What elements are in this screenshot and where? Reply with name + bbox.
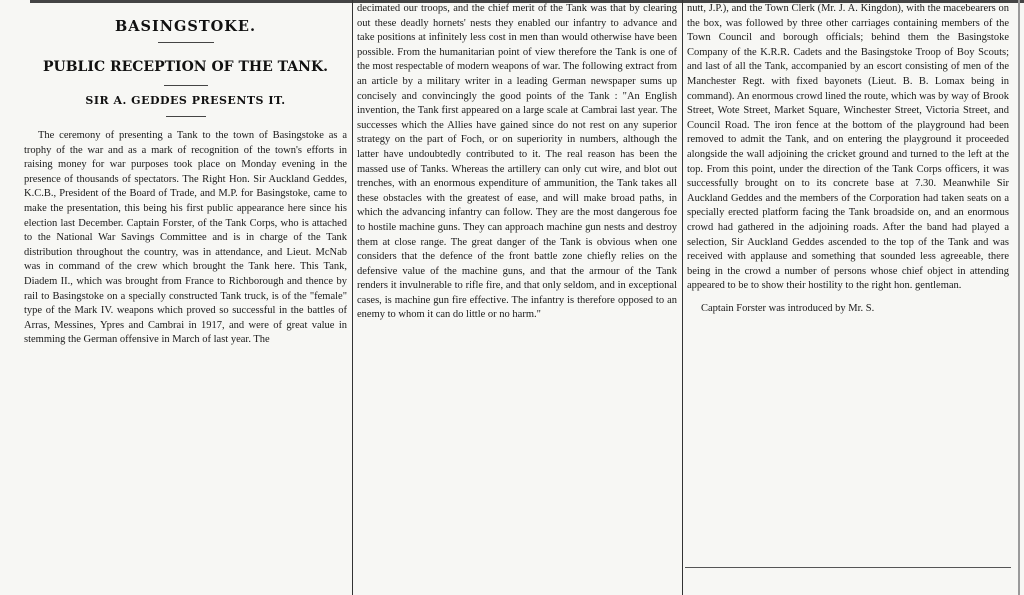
column-1-text: The ceremony of presenting a Tank to the town of Basingstoke as a trophy of the war and as a mark of recognition of the town's efforts in raising money for war purposes took place on Monday evening in the presence of thousands of spectators. The Right Hon. Sir Auckland Geddes, K.C.B., President of the Board of Trade, and M.P. for Basingstoke, came to make the presentation, this being his first public appearance here since his election last December. Captain Forster, of the Tank Corps, who is attached to the National War Savings Committee and is in charge of the Tank distribution throughout the country, was in attendance, and Lieut. McNab was in command of the crew which brought the Tank here. This Tank, Diadem II., which was brought from France to Richborough and thence by rail to Basingstoke on a specially constructed Tank truck, is of the "female" type of the Mark IV. weapons which proved so successful in the battles of Arras, Messines, Ypres and Cambrai in 1917, and were of great value in stemming the German offensive in March of last year. The: [24, 130, 347, 346]
title-rule: [158, 42, 214, 43]
column-1: [22, 0, 349, 595]
column-divider-2: [682, 0, 683, 595]
column-3-rule: [685, 567, 1011, 568]
column-3-text: nutt, J.P.), and the Town Clerk (Mr. J. A. Kingdon), with the macebearers on the box, was followed by three other carriages containing members of the Town Council and borough officials; behind them the Basingstoke Company of the K.R.R. Cadets and the Basingstoke Troop of Boy Scouts; and last of all the Tank, accompanied by an escort consisting of men of the Manchester Regt. with fixed bayonets (Lieut. B. B. Lomax being in command). An enormous crowd lined the route, which was by way of Brook Street, Wote Street, Market Square, Winchester Street, Victoria Street, and Council Road. The iron fence at the bottom of the playground had been removed to admit the Tank, and on entering the playground it proceeded alongside the wall adjoining the cricket ground and turned to the left at the top. From this point, under the direction of the Tank Corps officers, it was successfully brought on to its concrete base at 7.30. Meanwhile Sir Auckland Geddes and the members of the Corporation had taken seats on a specially erected platform facing the Tank broadside on, and an enormous crowd had gathered in the adjoining roads. After the band had played a selection, Sir Auckland Geddes ascended to the top of the Tank and was received with applause and something that sounded less agreeable, there being in the crowd a number of persons whose chief object in attending appeared to be to show their hostility to the right hon. gentleman.: [687, 3, 1009, 292]
article-title: BASINGSTOKE.: [115, 18, 256, 35]
column-3: [685, 0, 1011, 595]
column-2: [355, 0, 679, 595]
subhead-rule: [166, 116, 206, 117]
page-edge: [1018, 0, 1020, 595]
article-subhead: SIR A. GEDDES PRESENTS IT.: [85, 94, 286, 107]
column-3-signoff: Captain Forster was introduced by Mr. S.: [701, 302, 875, 314]
column-2-text: decimated our troops, and the chief merit of the Tank was that by clearing out these deadly hornets' nests they enabled our infantry to advance and take positions at infinitely less cost in men than would otherwise have been possible. From the humanitarian point of view therefore the Tank is one of the most respectable of modern weapons of war. The following extract from an article by a military writer in a leading German newspaper sums up concisely and convincingly the good points of the Tank : "An English invention, the Tank first appeared on a large scale at Cambrai last year. The successes which the Allies have gained since do not rest on any superior strategy on the part of Foch, or on superiority in numbers, although the latter have undoubtedly contributed to it. The real reason has been the massed use of Tanks. Whereas the artillery can only cut wire, and blot out trenches, with an enormous expenditure of ammunition, the Tank takes all these obstacles with the greatest of ease, and will make broad paths, in which the advancing infantry can follow. They are the most dangerous foe to hostile machine guns. They can approach machine gun nests and destroy them at close range. The great danger of the Tank is obvious when one considers that the defence of the front battle zone chiefly relies on the defensive value of the machine guns, and that the armour of the Tank renders it invulnerable to rifle fire, and that only seldom, and in exceptional cases, is machine gun fire effective. The infantry is therefore opposed to an enemy to whom it can do little or no harm.": [357, 3, 677, 321]
article-subtitle: PUBLIC RECEPTION OF THE TANK.: [42, 59, 328, 75]
column-divider-1: [352, 0, 353, 595]
subtitle-rule: [164, 85, 208, 86]
